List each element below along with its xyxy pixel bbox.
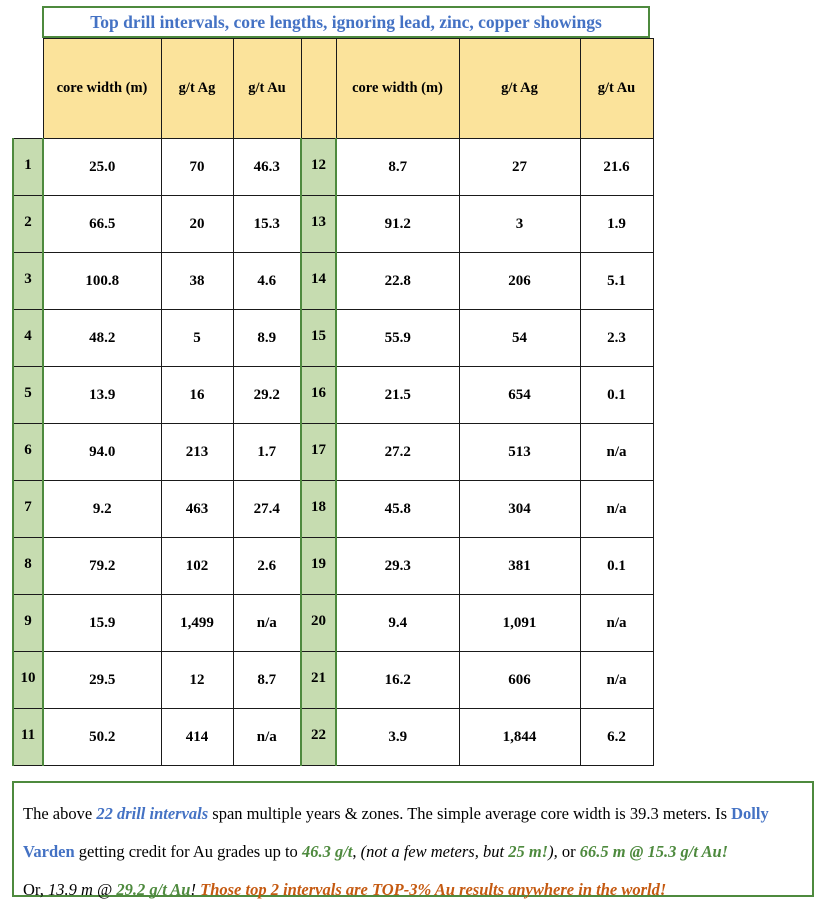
core-width-cell-text: 48.2 <box>89 329 116 346</box>
au-grade-cell <box>233 652 301 709</box>
au-grade-cell <box>233 196 301 253</box>
row-number <box>301 424 336 481</box>
au-grade-cell-text: 29.2 <box>253 386 280 403</box>
au-grade-cell <box>580 196 653 253</box>
ag-grade-cell <box>161 310 233 367</box>
table-row <box>13 481 653 538</box>
au-grade-cell <box>233 709 301 766</box>
au-grade-cell-text: 2.3 <box>607 329 626 346</box>
au-grade-cell-text: 46.3 <box>253 158 280 175</box>
table-row <box>13 367 653 424</box>
au-grade-cell-text: 6.2 <box>607 728 626 745</box>
ag-grade-cell-text: 606 <box>508 671 531 688</box>
row-number-text: 20 <box>311 612 326 629</box>
ag-grade-cell <box>161 538 233 595</box>
ag-grade-cell <box>161 367 233 424</box>
core-width-cell <box>43 139 161 196</box>
core-width-cell <box>336 595 459 652</box>
ag-grade-cell <box>459 139 580 196</box>
note-text: , <box>352 842 361 861</box>
core-width-cell <box>43 196 161 253</box>
row-number <box>301 367 336 424</box>
row-number-text: 8 <box>24 555 32 572</box>
core-width-cell-text: 15.9 <box>89 614 116 631</box>
core-width-cell-text: 66.5 <box>89 215 116 232</box>
row-number <box>301 652 336 709</box>
au-grade-cell-text: 1.9 <box>607 215 626 232</box>
au-grade-cell-text: 1.7 <box>257 443 277 460</box>
note-length-highlight: 25 m! <box>508 842 549 861</box>
core-width-cell-text: 29.5 <box>89 671 116 688</box>
row-number-text: 2 <box>24 213 32 230</box>
au-grade-cell-text: 15.3 <box>253 215 280 232</box>
ag-grade-cell-text: 654 <box>508 386 531 403</box>
row-number <box>301 196 336 253</box>
core-width-cell <box>43 253 161 310</box>
row-number <box>301 709 336 766</box>
row-number <box>13 424 43 481</box>
row-number-text: 15 <box>311 327 326 344</box>
core-width-cell <box>43 595 161 652</box>
au-grade-cell <box>580 709 653 766</box>
ag-grade-cell-text: 1,091 <box>502 614 537 631</box>
row-number <box>13 709 43 766</box>
core-width-cell <box>336 139 459 196</box>
row-number-text: 22 <box>311 726 326 743</box>
au-grade-cell <box>580 424 653 481</box>
core-width-cell <box>43 481 161 538</box>
au-grade-cell <box>580 481 653 538</box>
au-grade-cell-text: n/a <box>256 728 277 745</box>
core-width-cell-text: 91.2 <box>384 215 411 232</box>
ag-grade-cell <box>459 424 580 481</box>
table-row <box>13 424 653 481</box>
au-grade-cell <box>580 595 653 652</box>
header-ag-right: g/t Ag <box>459 39 580 139</box>
core-width-cell <box>336 424 459 481</box>
au-grade-cell-text: 8.9 <box>257 329 277 346</box>
core-width-cell-text: 16.2 <box>384 671 411 688</box>
row-number-text: 5 <box>24 384 32 401</box>
ag-grade-cell-text: 206 <box>508 272 531 289</box>
note-interval-count: 22 drill intervals <box>96 804 209 823</box>
drill-intervals-table <box>12 38 654 766</box>
note-text: The above <box>23 804 97 823</box>
ag-grade-cell-text: 27 <box>512 158 527 175</box>
note-conclusion: Those top 2 intervals are TOP-3% Au results anywhere in the world! <box>200 880 667 899</box>
table-row <box>13 709 653 766</box>
core-width-cell <box>43 367 161 424</box>
note-text: Or, <box>23 880 48 899</box>
ag-grade-cell-text: 70 <box>189 158 205 175</box>
ag-grade-cell-text: 1,499 <box>180 614 214 631</box>
table-row <box>13 139 653 196</box>
row-number-text: 9 <box>24 612 32 629</box>
row-number-text: 7 <box>24 498 32 515</box>
au-grade-cell <box>580 139 653 196</box>
summary-note <box>12 781 814 897</box>
core-width-cell <box>336 196 459 253</box>
row-number <box>301 253 336 310</box>
row-number-text: 16 <box>311 384 326 401</box>
note-company-name: Dolly Varden <box>23 804 769 861</box>
header-au-left: g/t Au <box>233 39 301 139</box>
table-row <box>13 253 653 310</box>
au-grade-cell-text: 2.6 <box>257 557 277 574</box>
au-grade-cell <box>233 595 301 652</box>
au-grade-cell <box>580 367 653 424</box>
core-width-cell-text: 21.5 <box>384 386 411 403</box>
row-number-text: 4 <box>24 327 32 344</box>
row-number <box>301 595 336 652</box>
core-width-cell-text: 8.7 <box>388 158 408 175</box>
core-width-cell-text: 13.9 <box>89 386 116 403</box>
table-title: Top drill intervals, core lengths, ignoring lead, zinc, copper showings <box>42 6 650 38</box>
ag-grade-cell <box>459 595 580 652</box>
ag-grade-cell <box>161 652 233 709</box>
ag-grade-cell <box>459 709 580 766</box>
ag-grade-cell <box>161 481 233 538</box>
table-row <box>13 310 653 367</box>
core-width-cell <box>336 538 459 595</box>
row-number <box>301 310 336 367</box>
note-text: or <box>557 842 580 861</box>
row-number <box>13 367 43 424</box>
au-grade-cell <box>233 424 301 481</box>
au-grade-cell-text: 0.1 <box>607 557 626 574</box>
row-number-text: 12 <box>311 156 326 173</box>
core-width-cell-text: 100.8 <box>85 272 120 289</box>
ag-grade-cell-text: 304 <box>508 500 531 517</box>
core-width-cell <box>336 709 459 766</box>
ag-grade-cell-text: 102 <box>185 557 209 574</box>
core-width-cell <box>336 310 459 367</box>
core-width-cell <box>336 652 459 709</box>
row-number <box>13 481 43 538</box>
row-number-text: 18 <box>311 498 326 515</box>
core-width-cell-text: 9.4 <box>388 614 408 631</box>
ag-grade-cell-text: 414 <box>185 728 209 745</box>
note-interval-highlight: 66.5 m @ 15.3 g/t Au! <box>579 842 729 861</box>
au-grade-cell <box>233 367 301 424</box>
row-number-text: 1 <box>24 156 32 173</box>
core-width-cell <box>336 367 459 424</box>
core-width-cell-text: 3.9 <box>388 728 408 745</box>
note-text: span multiple years & zones. The simple average core width is 39.3 meters. Is <box>208 804 732 823</box>
header-core-width-left: core width (m) <box>43 39 161 139</box>
au-grade-cell-text: n/a <box>256 614 277 631</box>
row-number <box>13 196 43 253</box>
core-width-cell-text: 79.2 <box>89 557 116 574</box>
core-width-cell-text: 27.2 <box>384 443 411 460</box>
au-grade-cell-text: n/a <box>606 671 627 688</box>
row-number <box>13 595 43 652</box>
core-width-cell-text: 29.3 <box>384 557 411 574</box>
row-number-text: 19 <box>311 555 326 572</box>
ag-grade-cell <box>459 310 580 367</box>
core-width-cell <box>43 424 161 481</box>
au-grade-cell-text: 21.6 <box>603 158 630 175</box>
au-grade-cell-text: 4.6 <box>257 272 277 289</box>
au-grade-cell <box>233 253 301 310</box>
ag-grade-cell <box>459 196 580 253</box>
note-grade-highlight: 29.2 g/t Au <box>116 880 191 899</box>
ag-grade-cell <box>459 253 580 310</box>
ag-grade-cell-text: 1,844 <box>502 728 537 745</box>
row-number <box>13 538 43 595</box>
core-width-cell-text: 55.9 <box>384 329 411 346</box>
note-italic-text: (not a few meters, but <box>360 842 509 861</box>
ag-grade-cell-text: 5 <box>193 329 201 346</box>
core-width-cell <box>43 709 161 766</box>
row-number <box>13 310 43 367</box>
au-grade-cell <box>233 139 301 196</box>
core-width-cell-text: 94.0 <box>89 443 116 460</box>
ag-grade-cell-text: 12 <box>189 671 205 688</box>
row-number-text: 3 <box>24 270 32 287</box>
table-row <box>13 538 653 595</box>
au-grade-cell <box>233 310 301 367</box>
row-number-text: 14 <box>311 270 326 287</box>
row-number-text: 21 <box>311 669 326 686</box>
row-number-text: 11 <box>20 726 36 743</box>
table-row <box>13 595 653 652</box>
core-width-cell-text: 50.2 <box>89 728 116 745</box>
table-row <box>13 196 653 253</box>
row-number <box>13 652 43 709</box>
note-italic-text: ), <box>548 842 558 861</box>
au-grade-cell-text: n/a <box>606 614 627 631</box>
au-grade-cell <box>580 310 653 367</box>
row-number-text: 17 <box>311 441 326 458</box>
ag-grade-cell <box>161 253 233 310</box>
au-grade-cell-text: 5.1 <box>607 272 626 289</box>
row-number-text: 6 <box>24 441 32 458</box>
ag-grade-cell-text: 213 <box>185 443 209 460</box>
ag-grade-cell-text: 54 <box>512 329 527 346</box>
note-italic-text: ! <box>190 880 201 899</box>
au-grade-cell-text: 0.1 <box>607 386 626 403</box>
ag-grade-cell <box>161 424 233 481</box>
note-text: getting credit for Au grades up to <box>74 842 302 861</box>
ag-grade-cell-text: 3 <box>515 215 524 232</box>
ag-grade-cell-text: 513 <box>508 443 531 460</box>
au-grade-cell-text: n/a <box>606 443 627 460</box>
row-number-header-spacer <box>13 39 43 139</box>
row-number-text: 13 <box>311 213 326 230</box>
au-grade-cell-text: 8.7 <box>257 671 277 688</box>
table-row <box>13 652 653 709</box>
row-number <box>301 139 336 196</box>
header-middle-spacer <box>301 39 336 139</box>
au-grade-cell <box>233 481 301 538</box>
ag-grade-cell-text: 20 <box>189 215 205 232</box>
note-italic-text: 13.9 m @ <box>48 880 117 899</box>
core-width-cell-text: 45.8 <box>384 500 411 517</box>
header-ag-left: g/t Ag <box>161 39 233 139</box>
core-width-cell-text: 25.0 <box>89 158 116 175</box>
ag-grade-cell-text: 463 <box>185 500 209 517</box>
ag-grade-cell-text: 38 <box>189 272 205 289</box>
ag-grade-cell-text: 16 <box>189 386 205 403</box>
row-number <box>13 253 43 310</box>
ag-grade-cell <box>161 139 233 196</box>
core-width-cell <box>43 538 161 595</box>
note-grade-highlight: 46.3 g/t <box>301 842 353 861</box>
row-number <box>301 481 336 538</box>
ag-grade-cell <box>459 481 580 538</box>
ag-grade-cell-text: 381 <box>508 557 531 574</box>
core-width-cell <box>336 481 459 538</box>
au-grade-cell <box>580 253 653 310</box>
row-number-text: 10 <box>20 669 36 686</box>
core-width-cell <box>43 310 161 367</box>
au-grade-cell <box>233 538 301 595</box>
ag-grade-cell <box>459 538 580 595</box>
ag-grade-cell <box>161 196 233 253</box>
au-grade-cell <box>580 538 653 595</box>
header-core-width-right: core width (m) <box>336 39 459 139</box>
au-grade-cell <box>580 652 653 709</box>
au-grade-cell-text: 27.4 <box>253 500 280 517</box>
row-number <box>13 139 43 196</box>
core-width-cell <box>43 652 161 709</box>
ag-grade-cell <box>459 367 580 424</box>
au-grade-cell-text: n/a <box>606 500 627 517</box>
core-width-cell <box>336 253 459 310</box>
ag-grade-cell <box>459 652 580 709</box>
row-number <box>301 538 336 595</box>
header-au-right: g/t Au <box>580 39 653 139</box>
ag-grade-cell <box>161 709 233 766</box>
table-body <box>13 139 653 766</box>
core-width-cell-text: 9.2 <box>92 500 112 517</box>
ag-grade-cell <box>161 595 233 652</box>
core-width-cell-text: 22.8 <box>384 272 411 289</box>
